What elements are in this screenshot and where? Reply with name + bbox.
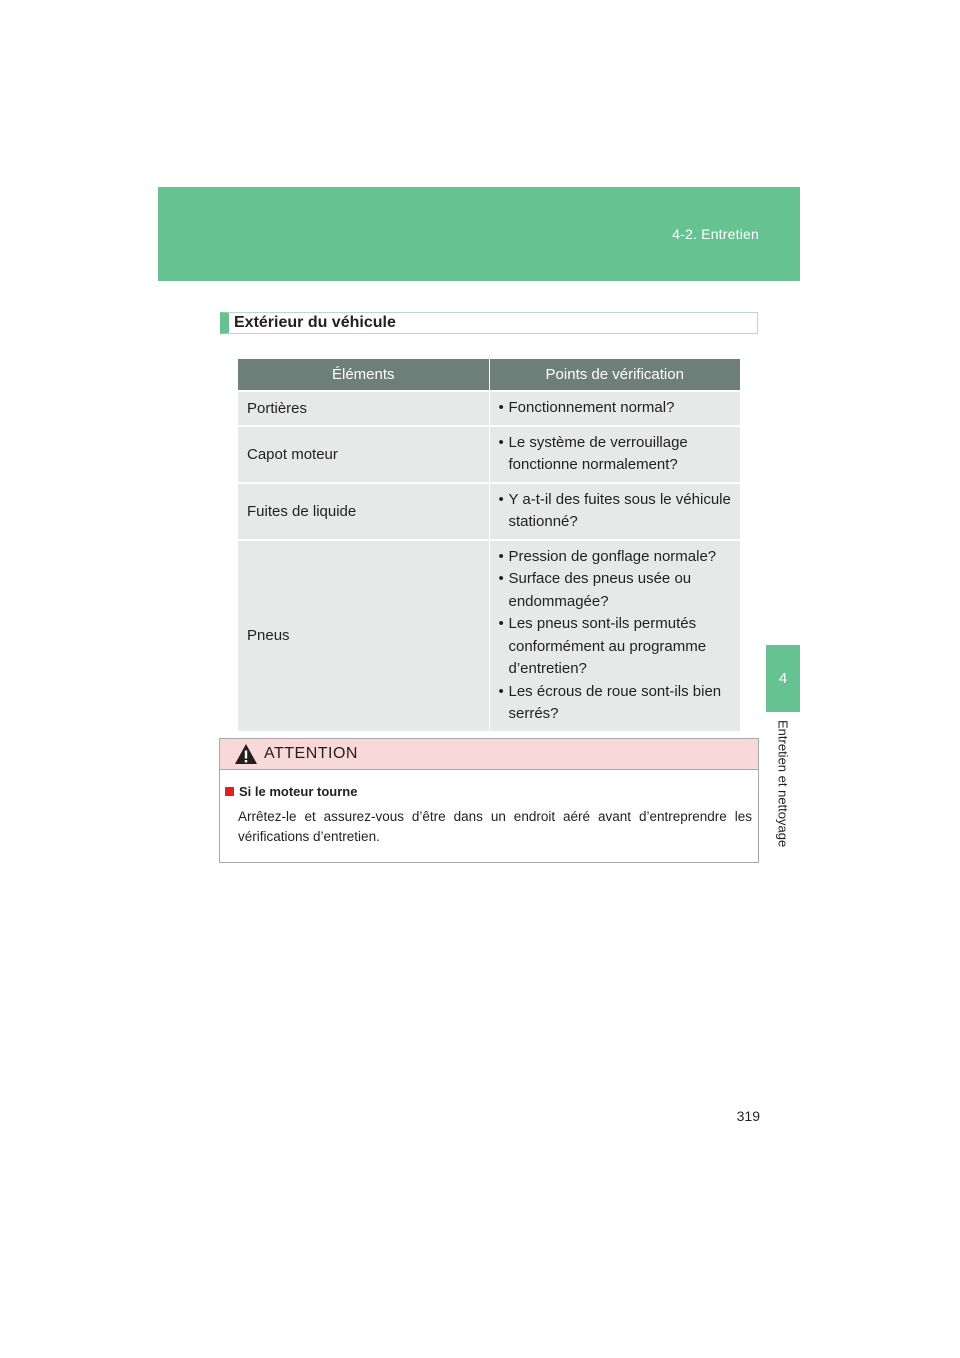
check-item: • Les pneus sont-ils permutés conformément au programme d’entretien? <box>499 613 732 681</box>
caution-box <box>219 738 759 863</box>
section-title <box>220 312 758 334</box>
table-row <box>238 483 740 540</box>
chapter-side-label <box>766 720 800 870</box>
table-row <box>238 426 740 483</box>
table-row <box>238 540 740 731</box>
section-title-text: Extérieur du véhicule <box>234 314 396 331</box>
caution-header <box>220 739 758 770</box>
row-item: Capot moteur <box>238 426 489 483</box>
header-checkpoints: Points de vérification <box>489 359 740 391</box>
red-square-bullet-icon <box>225 787 234 796</box>
caution-title: ATTENTION <box>264 745 358 762</box>
page-number: 319 <box>736 1108 760 1124</box>
row-checks <box>489 426 740 483</box>
row-item: Pneus <box>238 540 489 731</box>
row-checks <box>489 540 740 731</box>
check-item: • Les écrous de roue sont-ils bien serrés? <box>499 681 732 726</box>
inspection-table <box>238 359 740 731</box>
chapter-header-band <box>158 187 800 281</box>
row-checks <box>489 483 740 540</box>
header-elements: Éléments <box>238 359 489 391</box>
chapter-number: 4 <box>778 670 788 687</box>
check-item: • Le système de verrouillage fonctionne normalement? <box>499 432 732 477</box>
check-item: • Y a-t-il des fuites sous le véhicule stationné? <box>499 489 732 534</box>
check-item: • Fonctionnement normal? <box>499 397 732 420</box>
table-header-row <box>238 359 740 391</box>
warning-triangle-icon <box>234 743 258 765</box>
row-checks <box>489 391 740 426</box>
table-row <box>238 391 740 426</box>
caution-body: Arrêtez-le et assurez-vous d’être dans un endroit aéré avant d’entreprendre les vérifications d’entretien. <box>238 809 752 844</box>
row-item: Portières <box>238 391 489 426</box>
caution-subtitle-row <box>225 784 357 799</box>
chapter-side-label-text: Entretien et nettoyage <box>775 720 791 848</box>
check-item: • Surface des pneus usée ou endommagée? <box>499 568 732 613</box>
chapter-title: 4-2. Entretien <box>672 226 759 242</box>
caution-subtitle: Si le moteur tourne <box>239 784 358 799</box>
check-item: • Pression de gonflage normale? <box>499 546 732 569</box>
row-item: Fuites de liquide <box>238 483 489 540</box>
chapter-number-tab <box>766 645 800 712</box>
